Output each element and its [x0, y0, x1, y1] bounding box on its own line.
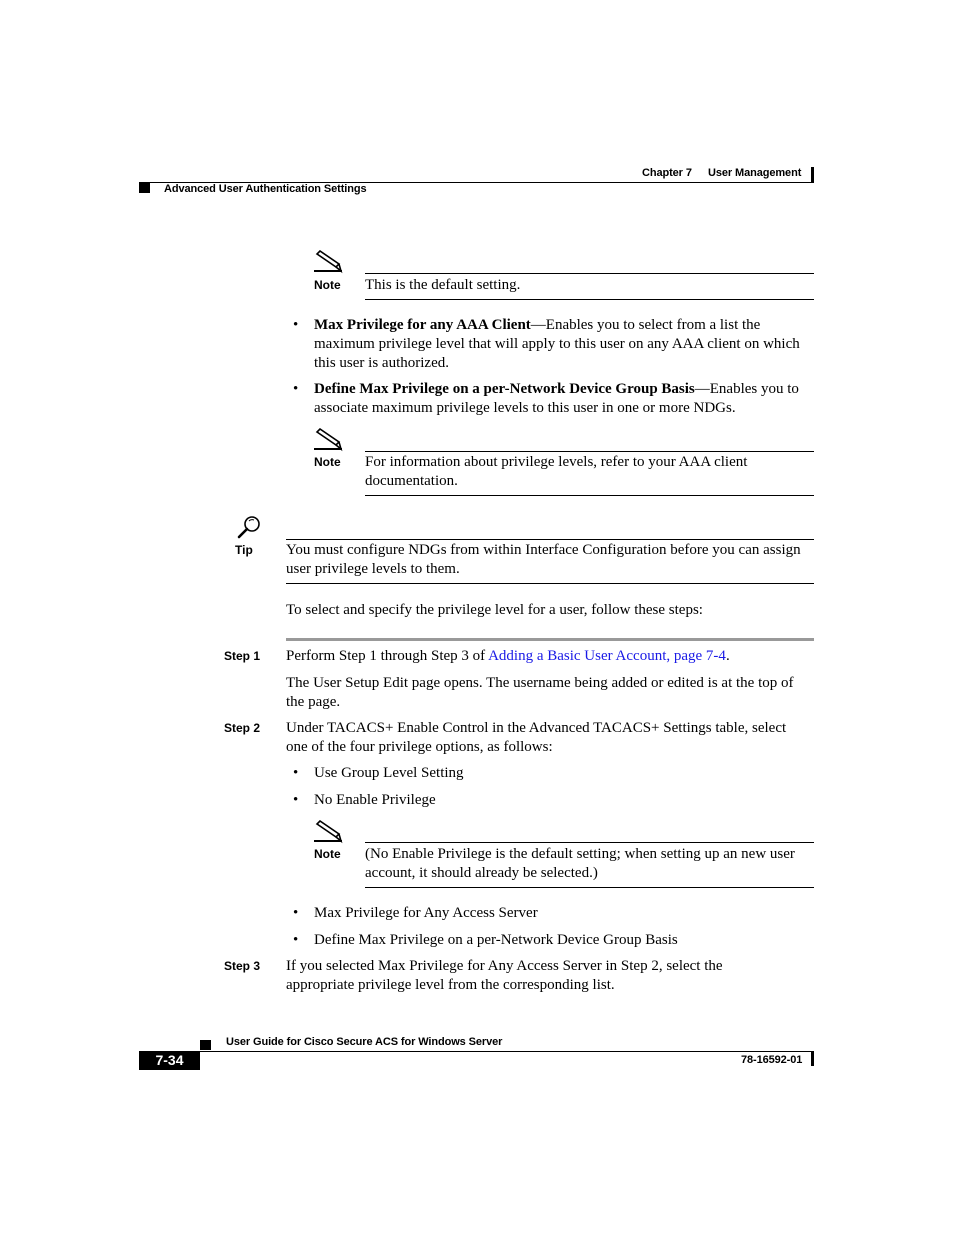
- pencil-icon: [314, 250, 344, 279]
- footer-block: [200, 1040, 211, 1050]
- chapter-title: User Management: [708, 167, 802, 179]
- tip-top-rule: [286, 539, 814, 540]
- bullet-bold: Max Privilege for any AAA Client: [314, 317, 531, 333]
- page-number-box: [139, 1051, 200, 1070]
- step-label: Step 3: [224, 959, 261, 973]
- note-top-rule: [365, 842, 814, 843]
- note-text: For information about privilege levels, refer to your AAA client documentation.: [365, 454, 748, 489]
- step-text: If you selected Max Privilege for Any Access Server in Step 2, select the appropriate privilege level from the corresponding list.: [286, 958, 723, 993]
- note-text: (No Enable Privilege is the default setting; when setting up an new user account, it should already be selected.): [365, 846, 795, 881]
- step-text: [286, 647, 814, 666]
- step-label: Step 2: [224, 721, 261, 735]
- tip-bottom-rule: [286, 583, 814, 584]
- bullet-bold: Define Max Privilege on a per-Network Device Group Basis: [314, 381, 695, 397]
- page-number: 7-34: [155, 1052, 184, 1068]
- note-label: Note: [314, 278, 341, 292]
- option-item: No Enable Privilege: [314, 792, 436, 808]
- procedure-intro: To select and specify the privilege level for a user, follow these steps:: [286, 602, 703, 618]
- note-label: Note: [314, 847, 341, 861]
- guide-title: User Guide for Cisco Secure ACS for Windows Server: [226, 1036, 503, 1048]
- bullet-dot: •: [293, 381, 299, 397]
- bullet-dot: •: [293, 765, 299, 781]
- cross-reference-link[interactable]: Adding a Basic User Account, page 7-4: [488, 648, 726, 664]
- header-bar-right: [811, 167, 814, 183]
- tip-text: You must configure NDGs from within Interface Configuration before you can assign user privilege levels to them.: [286, 542, 801, 577]
- note-label: Note: [314, 455, 341, 469]
- pencil-icon: [314, 820, 344, 849]
- bullet-item: [314, 316, 814, 373]
- bullet-dot: •: [293, 932, 299, 948]
- step-label: Step 1: [224, 649, 261, 663]
- option-item: Max Privilege for Any Access Server: [314, 905, 538, 921]
- step-text: Under TACACS+ Enable Control in the Advanced TACACS+ Settings table, select one of the four privilege options, as follows:: [286, 720, 787, 755]
- bullet-item: [314, 380, 814, 418]
- bullet-text: —Enables you to select from a list the maximum privilege level that will apply to this user on any AAA client on which this user is authorized.: [314, 317, 800, 371]
- document-number: 78-16592-01: [741, 1054, 803, 1066]
- note-top-rule: [365, 273, 814, 274]
- footer-bar-right: [811, 1051, 814, 1066]
- step-text-before: Perform Step 1 through Step 3 of: [286, 648, 489, 664]
- option-item: Define Max Privilege on a per-Network Device Group Basis: [314, 932, 678, 948]
- step-text-after: .: [725, 648, 730, 664]
- bullet-dot: •: [293, 792, 299, 808]
- note-top-rule: [365, 451, 814, 452]
- note-bottom-rule: [365, 299, 814, 300]
- bullet-text: —Enables you to associate maximum privilege levels to this user in one or more NDGs.: [314, 381, 799, 416]
- section-title: Advanced User Authentication Settings: [164, 183, 367, 195]
- magnifier-icon: [236, 515, 264, 544]
- bullet-dot: •: [293, 905, 299, 921]
- note-bottom-rule: [365, 495, 814, 496]
- pencil-icon: [314, 428, 344, 457]
- note-bottom-rule: [365, 887, 814, 888]
- procedure-rule: [286, 638, 814, 641]
- bullet-dot: •: [293, 317, 299, 333]
- header-block: [139, 183, 150, 193]
- footer-rule: [139, 1051, 814, 1052]
- chapter-label: Chapter 7: [642, 167, 692, 179]
- step-result: The User Setup Edit page opens. The username being added or edited is at the top of the page.: [286, 675, 794, 710]
- option-item: Use Group Level Setting: [314, 765, 464, 781]
- note-text: This is the default setting.: [365, 277, 521, 293]
- tip-label: Tip: [235, 543, 253, 557]
